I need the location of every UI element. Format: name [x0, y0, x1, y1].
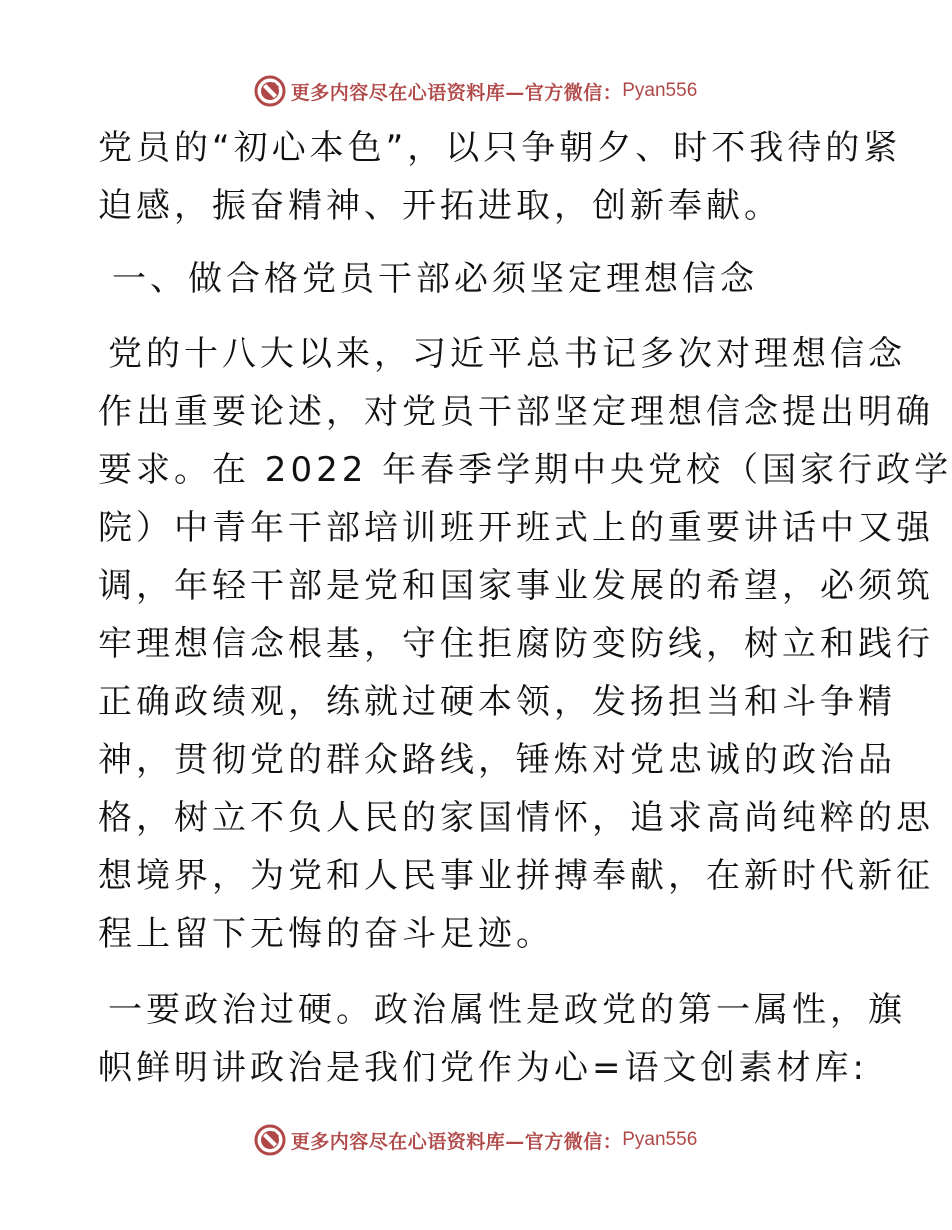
body-line-10: 神，贯彻党的群众路线，锤炼对党忠诚的政治品 — [98, 740, 896, 780]
body-line-2: 迫感，振奋精神、开拓进取，创新奉献。 — [98, 186, 782, 226]
body-line-11: 格，树立不负人民的家国情怀，追求高尚纯粹的思 — [98, 798, 934, 838]
body-line-13: 程上留下无悔的奋斗足迹。 — [98, 914, 554, 954]
red-seal-icon — [253, 74, 287, 108]
body-line-15: 帜鲜明讲政治是我们党作为心=语文创素材库: — [98, 1048, 868, 1088]
banner-handle: Pyan556 — [622, 1129, 698, 1150]
body-line-4: 作出重要论述，对党员干部坚定理想信念提出明确 — [98, 392, 934, 432]
section-heading: 一、做合格党员干部必须坚定理想信念 — [112, 259, 758, 299]
body-line-1: 党员的“初心本色”，以只争朝夕、时不我待的紧 — [98, 128, 902, 168]
body-line-7: 调，年轻干部是党和国家事业发展的希望，必须筑 — [98, 566, 934, 606]
body-line-5: 要求。在 2022 年春季学期中央党校（国家行政学 — [98, 450, 952, 490]
body-line-9: 正确政绩观，练就过硬本领，发扬担当和斗争精 — [98, 682, 896, 722]
footer-banner — [0, 1120, 950, 1160]
banner-handle: Pyan556 — [622, 80, 698, 101]
body-line-14: 一要政治过硬。政治属性是政党的第一属性，旗 — [108, 990, 906, 1030]
body-line-8: 牢理想信念根基，守住拒腐防变防线，树立和践行 — [98, 624, 934, 664]
body-line-6: 院）中青年干部培训班开班式上的重要讲话中又强 — [98, 508, 934, 548]
red-seal-icon — [253, 1123, 287, 1157]
header-banner — [0, 71, 950, 111]
body-line-12: 想境界，为党和人民事业拼搏奉献，在新时代新征 — [98, 856, 934, 896]
banner-text: 更多内容尽在心语资料库—官方微信： — [290, 81, 623, 104]
body-line-3: 党的十八大以来，习近平总书记多次对理想信念 — [108, 334, 906, 374]
banner-text: 更多内容尽在心语资料库—官方微信： — [290, 1130, 623, 1153]
